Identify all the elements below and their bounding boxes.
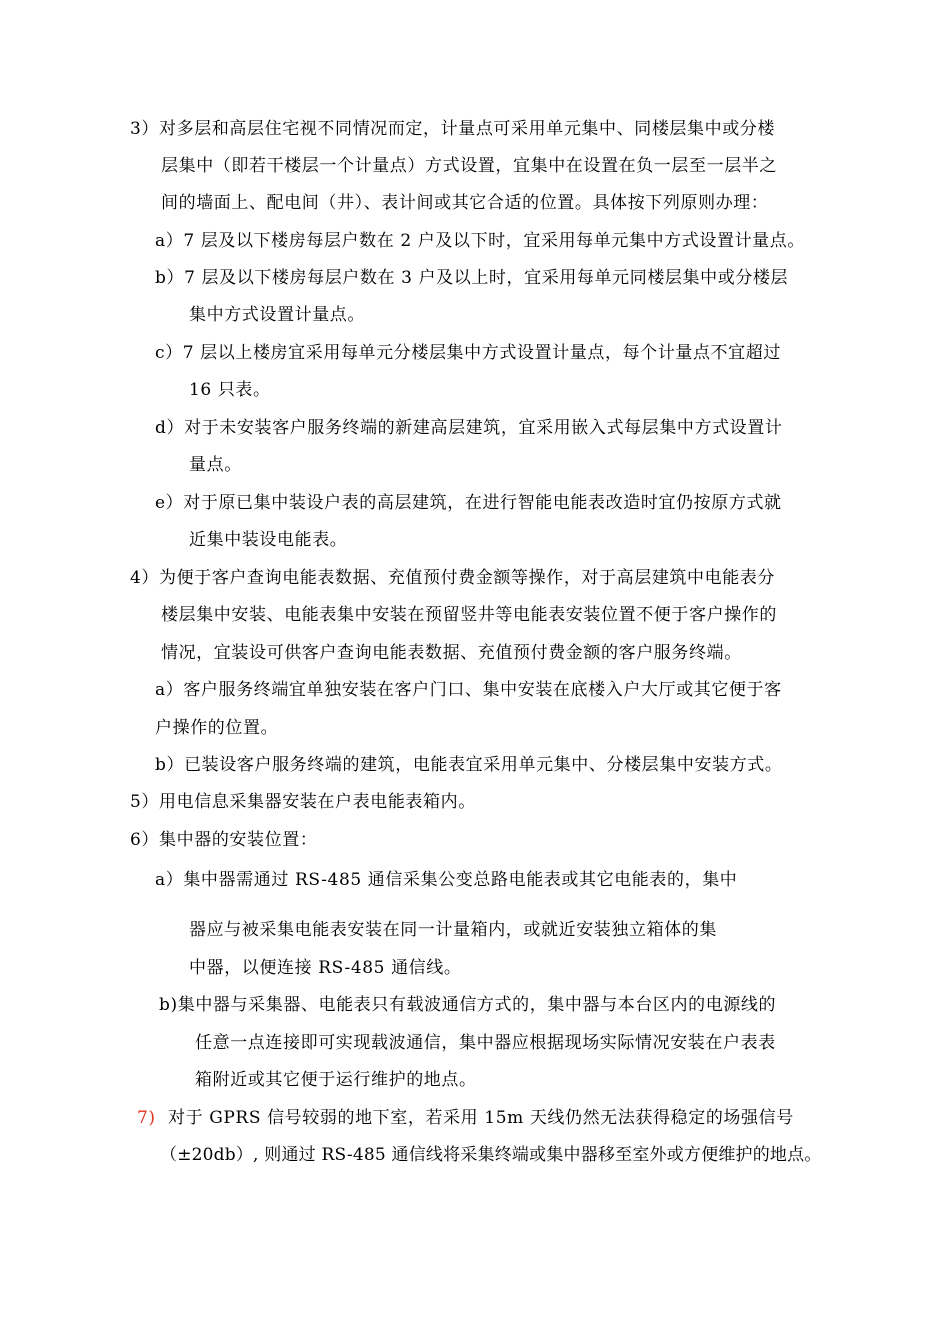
item-4-line-3: 情况，宜装设可供客户查询电能表数据、充值预付费金额的客户服务终端。 (161, 643, 742, 663)
item-3-line-1: 3）对多层和高层住宅视不同情况而定，计量点可采用单元集中、同楼层集中或分楼 (130, 119, 776, 139)
item-6-a-line-1: a）集中器需通过 RS-485 通信采集公变总路电能表或其它电能表的，集中 (155, 870, 738, 890)
item-6-line-1: 6）集中器的安装位置： (130, 830, 318, 850)
item-3-b-line-2: 集中方式设置计量点。 (189, 305, 365, 325)
item-4-line-1: 4）为便于客户查询电能表数据、充值预付费金额等操作，对于高层建筑中电能表分 (130, 568, 776, 588)
item-6-b-line-1: b)集中器与采集器、电能表只有载波通信方式的，集中器与本台区内的电源线的 (159, 995, 777, 1015)
item-6-b-line-3: 箱附近或其它便于运行维护的地点。 (195, 1070, 477, 1090)
item-6-a-line-3: 中器，以便连接 RS-485 通信线。 (189, 958, 462, 978)
item-3-e-line-2: 近集中装设电能表。 (189, 530, 348, 550)
item-3-d-line-1: d）对于未安装客户服务终端的新建高层建筑，宜采用嵌入式每层集中方式设置计 (155, 418, 783, 438)
item-3-line-2: 层集中（即若干楼层一个计量点）方式设置，宜集中在设置在负一层至一层半之 (161, 156, 777, 176)
item-4-a-line-1: a）客户服务终端宜单独安装在客户门口、集中安装在底楼入户大厅或其它便于客 (155, 680, 782, 700)
item-6-a-line-2: 器应与被采集电能表安装在同一计量箱内，或就近安装独立箱体的集 (189, 920, 717, 940)
item-7-number: 7) (137, 1108, 156, 1128)
item-5-line-1: 5）用电信息采集器安装在户表电能表箱内。 (130, 792, 476, 812)
item-3-a: a）7 层及以下楼房每层户数在 2 户及以下时，宜采用每单元集中方式设置计量点。 (155, 231, 805, 251)
item-4-b: b）已装设客户服务终端的建筑，电能表宜采用单元集中、分楼层集中安装方式。 (155, 755, 783, 775)
item-3-c-line-2: 16 只表。 (189, 380, 271, 400)
item-6-b-line-2: 任意一点连接即可实现载波通信，集中器应根据现场实际情况安装在户表表 (195, 1033, 776, 1053)
item-3-c-line-1: c）7 层以上楼房宜采用每单元分楼层集中方式设置计量点，每个计量点不宜超过 (155, 343, 781, 363)
item-3-e-line-1: e）对于原已集中装设户表的高层建筑，在进行智能电能表改造时宜仍按原方式就 (155, 493, 782, 513)
item-7-line-2: （±20db）, 则通过 RS-485 通信线将采集终端或集中器移至室外或方便维护的地点。 (160, 1145, 822, 1165)
item-3-d-line-2: 量点。 (189, 455, 242, 475)
item-7-line-1: 对于 GPRS 信号较弱的地下室，若采用 15m 天线仍然无法获得稳定的场强信号 (168, 1108, 794, 1128)
item-4-a-line-2: 户操作的位置。 (155, 718, 279, 738)
item-3-b-line-1: b）7 层及以下楼房每层户数在 3 户及以上时，宜采用每单元同楼层集中或分楼层 (155, 268, 789, 288)
item-3-line-3: 间的墙面上、配电间（井）、表计间或其它合适的位置。具体按下列原则办理： (161, 193, 769, 213)
item-4-line-2: 楼层集中安装、电能表集中安装在预留竖井等电能表安装位置不便于客户操作的 (161, 605, 777, 625)
